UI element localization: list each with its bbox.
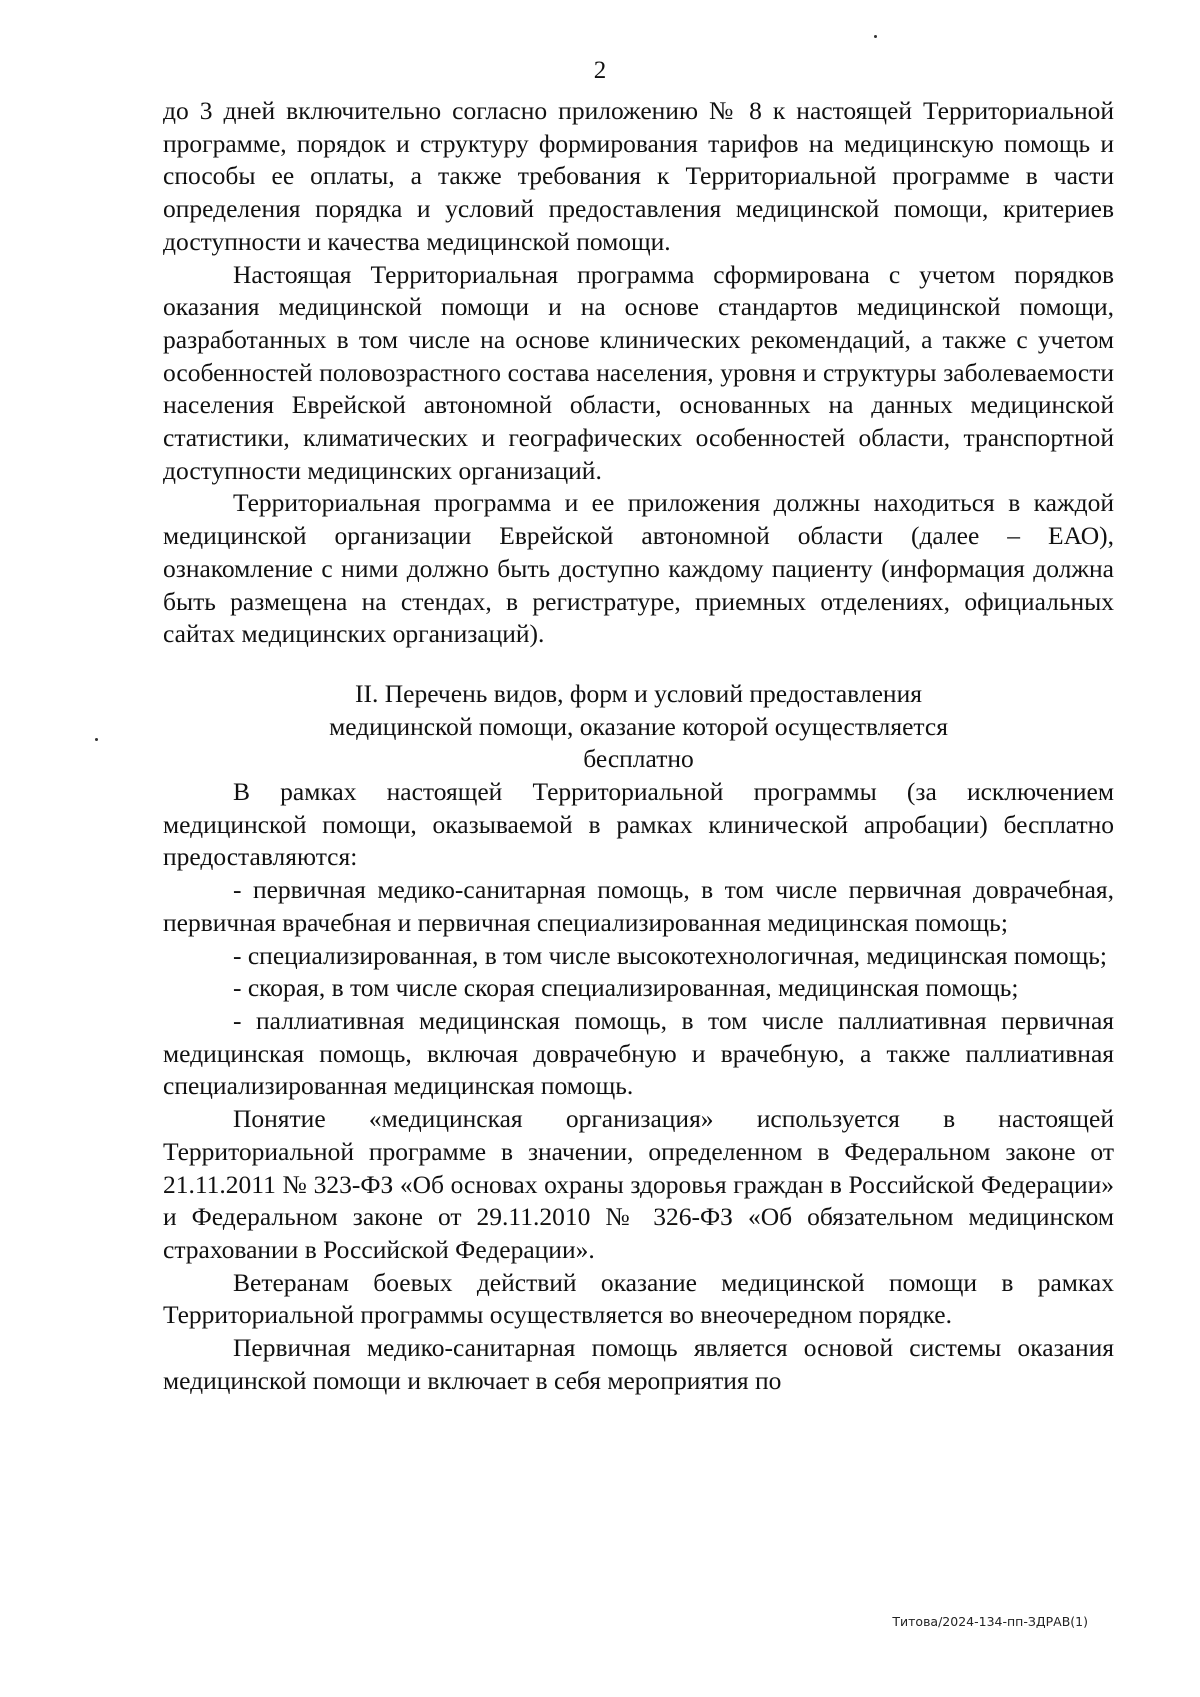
paragraph-program-basis: Настоящая Территориальная программа сформирована с учетом порядков оказания медицинской помощи и на основе стандартов медицинской помощи, разработанных в том числе на основе клинических рекомендаций, а также с учетом особенностей половозрастного состава населения, уровня и структуры заболеваемости населения Еврейской автономной области, основанных на данных медицинской статистики, климатических и географических особенностей области, транспортной доступности медицинских организаций.: [163, 259, 1114, 485]
paragraph-primary-care-basis: Первичная медико-санитарная помощь является основой системы оказания медицинской помощи и включает в себя мероприятия по: [163, 1333, 1114, 1395]
list-item-emergency-care: - скорая, в том числе скорая специализированная, медицинская помощь;: [233, 973, 1019, 1003]
paragraph-continuation: до 3 дней включительно согласно приложению № 8 к настоящей Территориальной программе, порядок и структуру формирования тарифов на медицинскую помощь и способы ее оплаты, а также требования к Территориальной программе в части определения порядка и условий предоставления медицинской помощи, критериев доступности и качества медицинской помощи.: [163, 96, 1114, 256]
list-item-specialized-care: - специализированная, в том числе высокотехнологичная, медицинская помощь;: [233, 940, 1107, 970]
page-number: 2: [593, 57, 607, 84]
scan-speck: [95, 738, 98, 741]
section-heading-line: бесплатно: [583, 744, 694, 774]
paragraph-medical-organization-definition: Понятие «медицинская организация» используется в настоящей Территориальной программе в значении, определенном в Федеральном законе от 21.11.2011 № 323-ФЗ «Об основах охраны здоровья граждан в Российской Федерации» и Федеральном законе от 29.11.2010 № 326-ФЗ «Об обязательном медицинском страховании в Российской Федерации».: [163, 1104, 1114, 1264]
scan-speck: [874, 35, 877, 38]
paragraph-free-services-intro: В рамках настоящей Территориальной программы (за исключением медицинской помощи, оказываемой в рамках клинической апробации) бесплатно предоставляются:: [163, 777, 1114, 872]
footer-document-code: Титова/2024-134-пп-ЗДРАВ(1): [892, 1614, 1088, 1629]
paragraph-availability: Территориальная программа и ее приложения должны находиться в каждой медицинской организации Еврейской автономной области (далее – ЕАО), ознакомление с ними должно быть доступно каждому пациенту (информация должна быть размещена на стендах, в регистратуре, приемных отделениях, официальных сайтах медицинских организаций).: [163, 488, 1114, 649]
paragraph-veterans: Ветеранам боевых действий оказание медицинской помощи в рамках Территориальной программы осуществляется во внеочередном порядке.: [163, 1267, 1114, 1330]
list-item-palliative-care: - паллиативная медицинская помощь, в том числе паллиативная первичная медицинская помощь, включая доврачебную и врачебную, а также паллиативная специализированная медицинская помощь.: [163, 1005, 1114, 1101]
section-heading-line: II. Перечень видов, форм и условий предоставления: [355, 678, 922, 708]
list-item-primary-care: - первичная медико-санитарная помощь, в том числе первичная доврачебная, первичная врачебная и первичная специализированная медицинская помощь;: [163, 875, 1114, 937]
document-body: [163, 95, 1114, 1397]
section-heading: [163, 678, 1114, 776]
section-heading-line: медицинской помощи, оказание которой осуществляется: [329, 711, 948, 741]
